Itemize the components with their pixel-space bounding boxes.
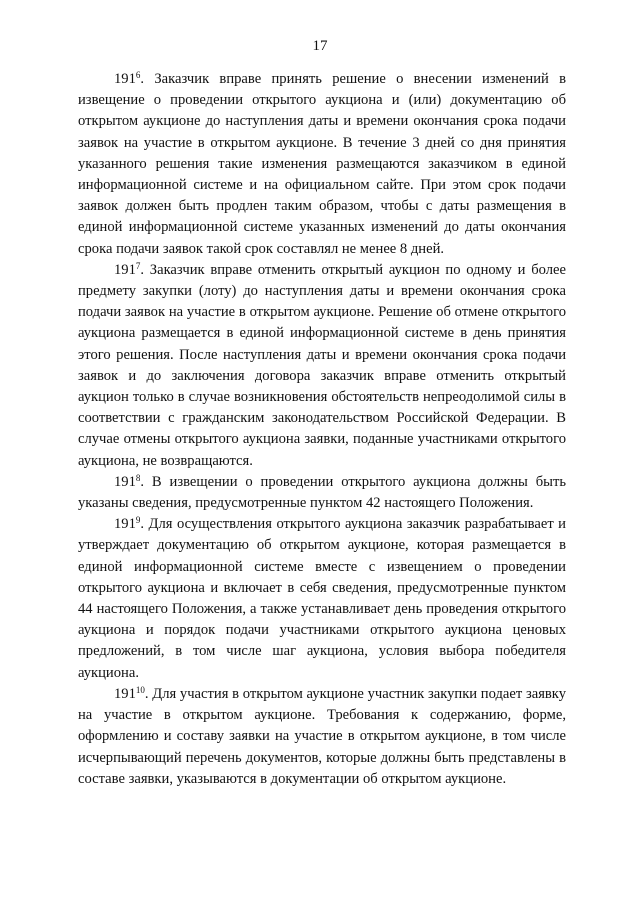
paragraph-text: . Для осуществления открытого аукциона заказчик разрабатывает и утверждает документацию об открытом аукционе, которая размещается в единой информационной системе вместе с извещением о проведении открытого аукциона и включает в себя сведения, предусмотренные пунктом 44 настоящего Положения, а также устанавливает день проведения открытого аукциона и порядок подачи участниками открытого аукциона ценовых предложений, в том числе шаг аукциона, условия выбора победителя аукциона. [78, 516, 566, 681]
paragraph-text: . Заказчик вправе отменить открытый аукцион по одному и более предмету закупки (лоту) до наступления даты и времени окончания срока подачи заявок на участие в открытом аукционе. Решение об отмене открытого аукциона размещается в единой информационной системе в день принятия этого решения. После наступления даты и времени окончания срока подачи заявок и до заключения договора заказчик вправе отменить открытый аукцион только в случае возникновения обстоятельств непреодолимой силы в соответствии с гражданским законодательством Российской Федерации. В случае отмены открытого аукциона заявки, поданные участниками открытого аукциона, не возвращаются. [78, 261, 566, 469]
paragraph-191-8 [78, 472, 566, 514]
clause-superscript: 10 [135, 684, 145, 695]
document-body [78, 69, 566, 790]
clause-number: 191 [114, 261, 136, 278]
clause-superscript: 8 [135, 472, 141, 483]
paragraph-191-9 [78, 514, 566, 684]
paragraph-text: . В извещении о проведении открытого аукциона должны быть указаны сведения, предусмотренные пунктом 42 настоящего Положения. [78, 473, 566, 512]
paragraph-191-6 [78, 69, 566, 260]
clause-superscript: 9 [135, 515, 141, 526]
clause-superscript: 7 [135, 260, 141, 271]
clause-superscript: 6 [135, 70, 141, 80]
clause-number: 191 [114, 71, 136, 87]
clause-number: 191 [114, 685, 136, 702]
paragraph-text: . Заказчик вправе принять решение о внесении изменений в извещение о проведении открытого аукциона и (или) документацию об открытом аукционе до наступления даты и времени окончания срока подачи заявок на участие в открытом аукционе. В течение 3 дней со дня принятия указанного решения такие изменения размещаются заказчиком в единой информационной системе и на официальном сайте. При этом срок подачи заявок должен быть продлен таким образом, чтобы с даты размещения в единой информационной системе указанных изменений до даты окончания срока подачи заявок такой срок составлял не менее 8 дней. [78, 71, 566, 257]
clause-number: 191 [114, 473, 136, 490]
clause-number: 191 [114, 516, 136, 533]
page-number: 17 [312, 38, 328, 54]
paragraph-191-7 [78, 260, 566, 472]
paragraph-text: . Для участия в открытом аукционе участник закупки подает заявку на участие в открытом аукционе. Требования к содержанию, форме, оформлению и составу заявки на участие в открытом аукционе, в том числе исчерпывающий перечень документов, которые должны быть представлены в составе заявки, указываются в документации об открытом аукционе. [78, 685, 566, 787]
paragraph-191-10 [78, 684, 566, 790]
